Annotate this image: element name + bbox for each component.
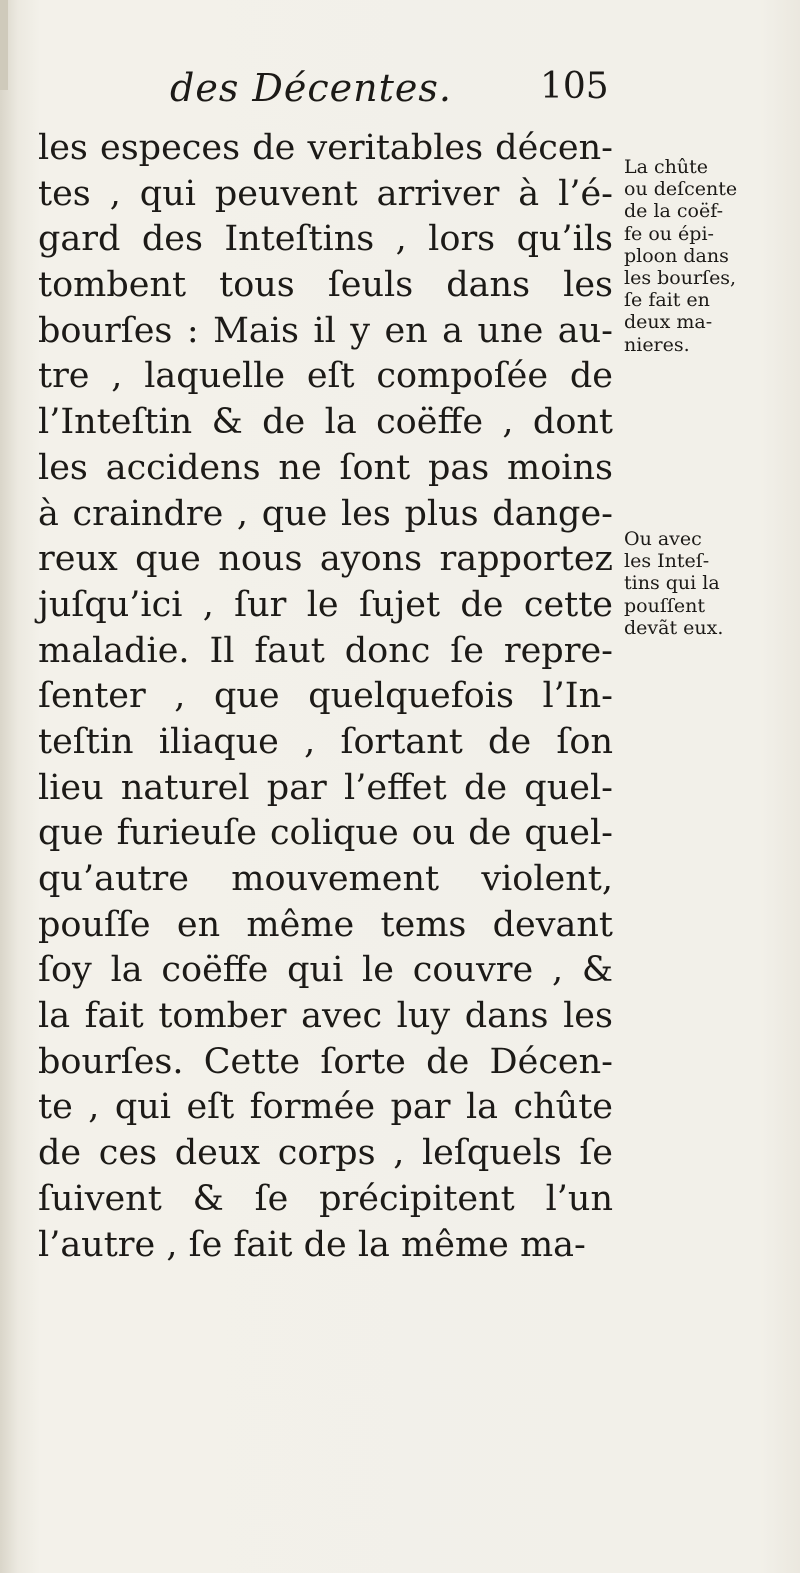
margin-note-line: ploon dans	[624, 244, 729, 267]
text-line: bourſes. Cette ſorte de Décen-	[38, 1041, 613, 1082]
margin-note-line: fe ou épi-	[624, 222, 714, 245]
margin-note-line: Ou avec	[624, 528, 702, 550]
margin-note-line: pouſſent	[624, 594, 706, 617]
text-line: la fait tomber avec luy dans les	[38, 996, 613, 1037]
binding-shadow	[0, 0, 8, 90]
text-line: ſuivent & ſe précipitent l’un	[38, 1178, 613, 1219]
margin-note-line: ou deſcente	[624, 178, 738, 201]
text-line: bourſes : Mais il y en a une au-	[38, 310, 613, 351]
margin-note-line: deux ma-	[624, 311, 713, 334]
margin-note-line: de la coëf-	[624, 200, 723, 223]
text-line: te , qui eſt formée par la chûte	[38, 1087, 613, 1128]
main-text-column	[38, 126, 613, 1268]
text-line: ſenter , que quelquefois l’In-	[38, 676, 613, 717]
page-header	[170, 66, 640, 126]
margin-note-line: devãt eux.	[624, 616, 724, 639]
text-line: que furieuſe colique ou de quel-	[38, 813, 613, 854]
margin-note-chute	[624, 156, 794, 356]
text-line: maladie. Il faut donc ſe repre-	[38, 630, 613, 671]
text-line: les accidens ne ſont pas moins	[38, 447, 613, 488]
margin-note-line: les bourſes,	[624, 266, 737, 289]
margin-note-line: ſe fait en	[624, 289, 710, 312]
running-title: des Décentes.	[170, 66, 452, 110]
margin-note-intestins	[624, 528, 794, 639]
margin-note-line: tins qui la	[624, 572, 720, 595]
text-line: reux que nous ayons rapportez	[38, 539, 613, 580]
margin-note-line: les Inteſ-	[624, 550, 710, 573]
text-line: juſqu’ici , ſur le ſujet de cette	[38, 584, 613, 625]
margin-note-line: nieres.	[624, 333, 690, 356]
text-line: l’autre , ſe fait de la même ma-	[38, 1224, 586, 1265]
text-line: les especes de veritables décen-	[38, 128, 613, 168]
text-line: tes , qui peuvent arriver à l’é-	[38, 173, 613, 214]
text-line: tombent tous ſeuls dans les	[38, 265, 613, 306]
text-line: de ces deux corps , leſquels ſe	[38, 1133, 613, 1174]
text-line: teſtin iliaque , ſortant de ſon	[38, 721, 613, 762]
text-line: l’Inteſtin & de la coëffe , dont	[38, 402, 613, 443]
text-line: lieu naturel par l’effet de quel-	[38, 767, 613, 808]
text-line: qu’autre mouvement violent,	[38, 859, 613, 899]
margin-note-line: La chûte	[624, 156, 708, 178]
text-line: gard des Inteſtins , lors qu’ils	[38, 219, 613, 260]
text-line: tre , laquelle eſt compoſée de	[38, 356, 613, 397]
text-line: à craindre , que les plus dange-	[38, 493, 613, 534]
page-number: 105	[540, 66, 609, 107]
text-line: ſoy la coëffe qui le couvre , &	[38, 950, 613, 991]
text-line: pouſſe en même tems devant	[38, 904, 613, 945]
